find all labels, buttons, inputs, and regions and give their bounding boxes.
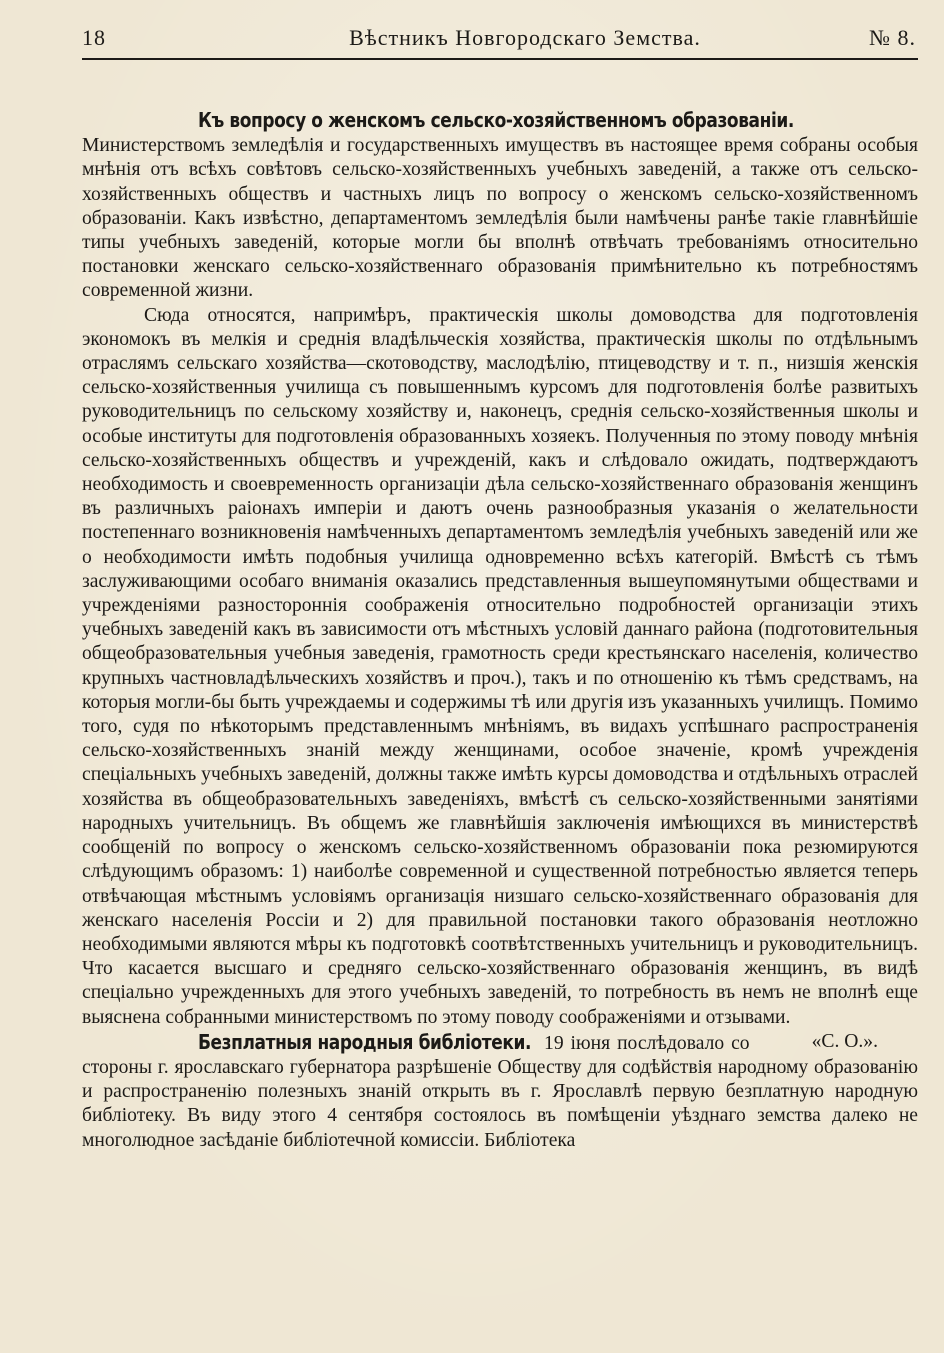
issue-number: № 8. <box>869 25 916 50</box>
article1-text1: Министерствомъ земледѣлія и государственныхъ имуществъ въ настоящее время собраны особыя мнѣнія отъ всѣхъ совѣтовъ сельско-хозяйственныхъ учебныхъ заведеній, а также отъ сельско-хозяйственныхъ обществъ и частныхъ лицъ по вопросу о женскомъ сельско-хозяйственномъ образованіи. Какъ извѣстно, департаментомъ земледѣлія были намѣчены ранѣе такіе главнѣйшіе типы учебныхъ заведеній, которые могли бы вполнѣ отвѣчать требованіямъ относительно постановки женскаго сельско-хозяйственнаго образованія примѣнительно къ потребностямъ современной жизни. <box>82 135 918 302</box>
article2-text1: 19 іюня послѣдовало со стороны г. ярославскаго губернатора разрѣшеніе Обществу для содѣйствія народному образованію и распространенію полезныхъ знаній открыть въ г. Ярославлѣ первую безплатную народную библіотеку. Въ виду этого 4 сентября состоялось въ помѣщеніи уѣзднаго земства далеко не многолюдное засѣданіе библіотечной комиссіи. Библіотека <box>82 1032 918 1151</box>
article1-paragraph1 <box>82 110 918 304</box>
journal-title: Вѣстникъ Новгородскаго Земства. <box>349 25 701 50</box>
article1-signature: «С. О.». <box>811 1030 878 1052</box>
article2-heading: Безплатныя народныя библіотеки. <box>198 1030 532 1055</box>
article1-heading: Къ вопросу о женскомъ сельско-хозяйственномъ образованіи. <box>198 109 794 134</box>
page-header <box>82 22 918 54</box>
article1-text2: Сюда относятся, напримѣръ, практическія школы домоводства для подготовленія экономокъ въ мелкія и среднія владѣльческія хозяйства, практическія школы по отдѣльнымъ отраслямъ сельскаго хозяйства—скотоводству, маслодѣлію, птицеводству и т. п., низшія женскія сельско-хозяйственныя училища съ повышеннымъ курсомъ для подготовленія болѣе развитыхъ руководительницъ по сельскому хозяйству и, наконецъ, среднія сельско-хозяйственныя школы и особые институты для подготовленія образованныхъ хозяекъ. Полученныя по этому поводу мнѣнія сельско-хозяйственныхъ обществъ и учрежденій, какъ и слѣдовало ожидать, подтверждаютъ необходимость и своевременность организаціи дѣла сельско-хозяйственнаго образованія женщинъ въ различныхъ раіонахъ имперіи и даютъ очень разнообразныя указанія о желательности постепеннаго возникновенія намѣченныхъ департаментомъ земледѣлія учебныхъ заведеній или же о необходимости имѣть подобныя училища одновременно всѣхъ категорій. Вмѣстѣ съ тѣмъ заслуживающими особаго вниманія оказались представленныя вышеупомянутыми обществами и учрежденіями разностороннія соображенія относительно подробностей организаціи этихъ учебныхъ заведеній какъ въ зависимости отъ мѣстныхъ условій даннаго района (подготовительныя общеобразовательныя учебныя заведенія, грамотность среди крестьянскаго населенія, количество крупныхъ частновладѣльческихъ хозяйствъ и проч.), такъ и по отношенію къ тѣмъ средствамъ, на которыя могли-бы быть учреждаемы и содержимы тѣ или другія изъ указанныхъ училищъ. Помимо того, судя по нѣкоторымъ представленнымъ мнѣніямъ, въ видахъ успѣшнаго распространенія сельско-хозяйственныхъ знаній между женщинами, особое значеніе, кромѣ учрежденія спеціальныхъ учебныхъ заведеній, должны также имѣть курсы домоводства и отдѣльныхъ отраслей хозяйства въ общеобразовательныхъ заведеніяхъ, вмѣстѣ съ сельско-хозяйственными занятіями народныхъ учительницъ. Въ общемъ же главнѣйшія заключенія имѣющихся въ министерствѣ сообщеній по вопросу о женскомъ сельско-хозяйственномъ образованіи пока резюмируются слѣдующимъ образомъ: 1) наиболѣе современной и существенной потребностью является теперь отвѣчающая мѣстнымъ условіямъ организація низшаго сельско-хозяйственнаго образованія для женскаго населенія Россіи и 2) для правильной постановки такого образованія неотложно необходимыми являются мѣры къ подготовкѣ соотвѣтственныхъ учительницъ и руководительницъ. Что касается высшаго и средняго сельско-хозяйственнаго образованія женщинъ, въ видѣ спеціально учрежденныхъ для этого учебныхъ заведеній, то потребность въ немъ не вполнѣ еще выяснена собранными министерствомъ по этому поводу соображеніями и отзывами. <box>82 304 918 1028</box>
header-rule <box>82 58 918 60</box>
page-number: 18 <box>82 25 106 50</box>
